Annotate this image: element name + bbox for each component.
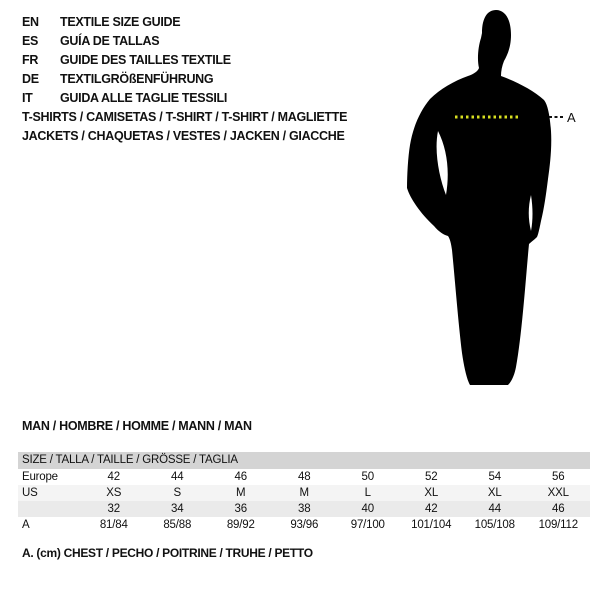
language-code: DE bbox=[22, 72, 39, 86]
size-cell: 44 bbox=[488, 503, 501, 515]
row-label bbox=[18, 501, 82, 517]
category-line-tshirts: T-SHIRTS / CAMISETAS / T-SHIRT / T-SHIRT / MAGLIETTE bbox=[22, 110, 348, 124]
size-cell: 48 bbox=[298, 471, 311, 483]
language-row bbox=[22, 13, 231, 32]
size-cell: 46 bbox=[552, 503, 565, 515]
size-cell: 42 bbox=[107, 471, 120, 483]
size-table bbox=[18, 452, 590, 533]
size-cell: 38 bbox=[298, 503, 311, 515]
language-code: FR bbox=[22, 53, 39, 67]
size-cell: 34 bbox=[171, 503, 184, 515]
man-silhouette bbox=[407, 10, 551, 385]
measure-label-a: A bbox=[567, 110, 576, 125]
row-label: Europe bbox=[22, 471, 58, 483]
size-cell: 109/112 bbox=[538, 519, 578, 531]
size-cell: 85/88 bbox=[163, 519, 192, 531]
table-row-us bbox=[18, 485, 590, 501]
size-cell: 97/100 bbox=[350, 519, 385, 531]
language-label: GUÍA DE TALLAS bbox=[60, 34, 160, 48]
size-cell: 42 bbox=[425, 503, 438, 515]
language-row bbox=[22, 70, 231, 89]
language-label: TEXTILE SIZE GUIDE bbox=[60, 15, 181, 29]
measure-footnote: A. (cm) CHEST / PECHO / POITRINE / TRUHE / PETTO bbox=[22, 546, 313, 560]
size-cell: 105/108 bbox=[474, 519, 515, 531]
size-cell: XXL bbox=[547, 487, 569, 499]
size-cell: 46 bbox=[234, 471, 247, 483]
category-line-jackets: JACKETS / CHAQUETAS / VESTES / JACKEN / GIACCHE bbox=[22, 129, 345, 143]
size-cell: M bbox=[299, 487, 309, 499]
table-row-europe bbox=[18, 469, 590, 485]
size-cell: 36 bbox=[234, 503, 247, 515]
size-cell: 50 bbox=[361, 471, 374, 483]
section-title-man: MAN / HOMBRE / HOMME / MANN / MAN bbox=[22, 419, 252, 433]
size-cell: 40 bbox=[361, 503, 374, 515]
size-cell: XL bbox=[487, 487, 502, 499]
table-row-chest-a bbox=[18, 517, 590, 533]
size-cell: L bbox=[364, 487, 371, 499]
size-cell: S bbox=[173, 487, 181, 499]
language-row bbox=[22, 51, 231, 70]
row-label: A bbox=[22, 519, 30, 531]
size-cell: 81/84 bbox=[99, 519, 128, 531]
language-code: EN bbox=[22, 15, 39, 29]
language-label: GUIDE DES TAILLES TEXTILE bbox=[60, 53, 231, 67]
language-row bbox=[22, 89, 231, 108]
language-code: ES bbox=[22, 34, 39, 48]
size-cell: 89/92 bbox=[226, 519, 255, 531]
category-list bbox=[22, 108, 347, 146]
size-cell: XS bbox=[106, 487, 122, 499]
size-cell: 52 bbox=[425, 471, 438, 483]
size-cell: 44 bbox=[171, 471, 184, 483]
size-cell: 56 bbox=[552, 471, 565, 483]
language-row bbox=[22, 32, 231, 51]
size-table-header: SIZE / TALLA / TAILLE / GRÖSSE / TAGLIA bbox=[18, 452, 590, 469]
size-cell: 54 bbox=[488, 471, 501, 483]
language-label: GUIDA ALLE TAGLIE TESSILI bbox=[60, 91, 228, 105]
language-list bbox=[22, 13, 231, 108]
size-cell: 93/96 bbox=[290, 519, 319, 531]
table-row-numeric bbox=[18, 501, 590, 517]
language-code: IT bbox=[22, 91, 33, 105]
row-label: US bbox=[22, 487, 38, 499]
language-label: TEXTILGRÖßENFÜHRUNG bbox=[60, 72, 214, 86]
size-cell: 32 bbox=[107, 503, 120, 515]
man-figure bbox=[398, 5, 585, 392]
size-cell: 101/104 bbox=[411, 519, 452, 531]
size-cell: XL bbox=[424, 487, 439, 499]
size-cell: M bbox=[236, 487, 246, 499]
